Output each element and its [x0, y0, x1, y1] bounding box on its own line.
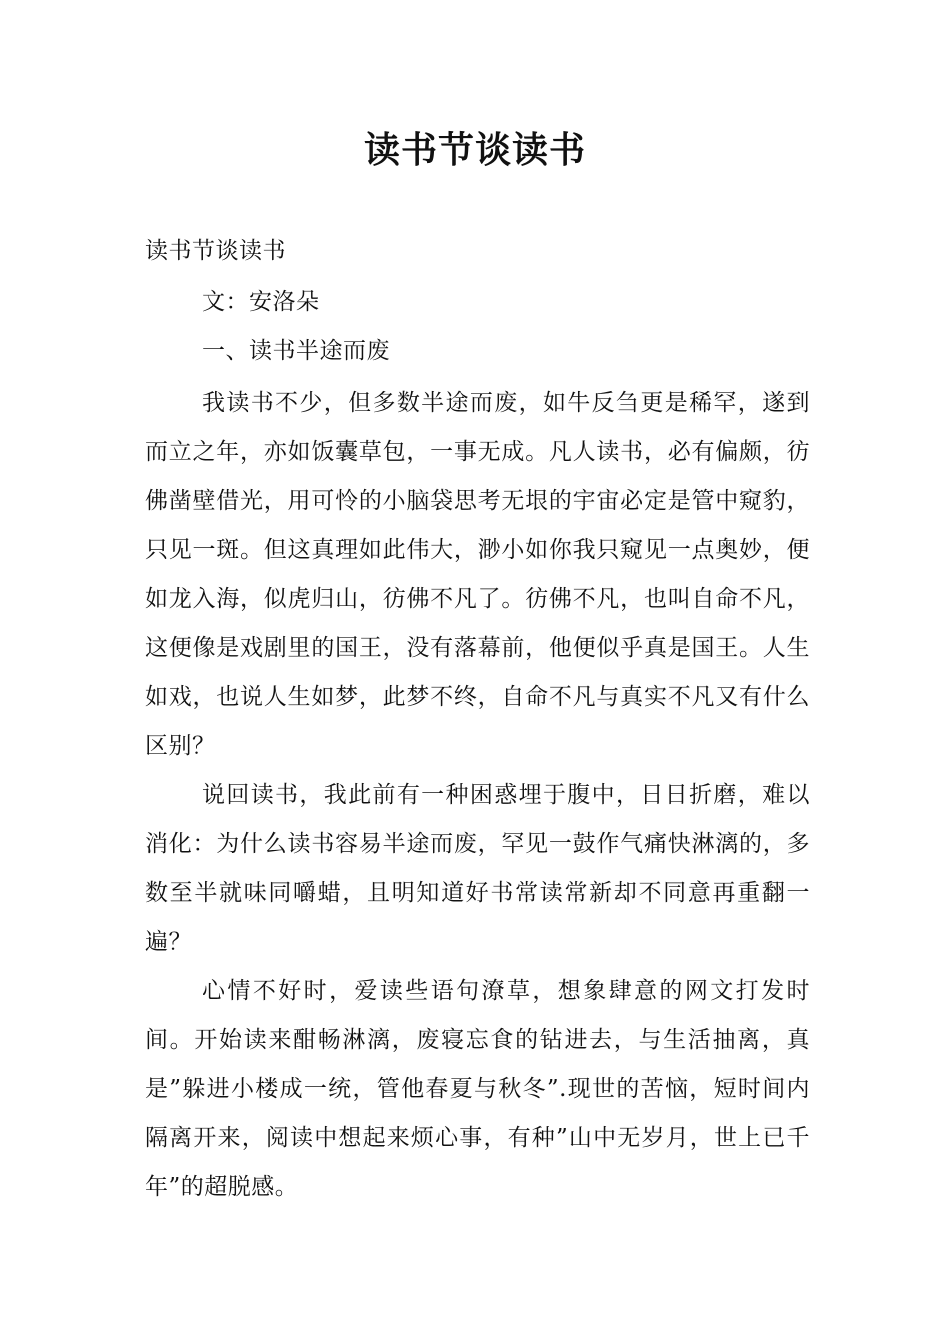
- document-body: [145, 227, 810, 1212]
- paragraph: 心情不好时，爱读些语句潦草，想象肆意的网文打发时间。开始读来酣畅淋漓，废寝忘食的钻进去，与生活抽离，真是”躲进小楼成一统，管他春夏与秋冬”.现世的苦恼，短时间内隔离开来，阅读中想起来烦心事，有种”山中无岁月，世上已千年”的超脱感。: [145, 978, 810, 1200]
- author-line: 文：安洛朵: [202, 289, 320, 315]
- document-title: 读书节谈读书: [363, 130, 586, 171]
- paragraph: 我读书不少，但多数半途而废，如牛反刍更是稀罕，遂到而立之年，亦如饭囊草包，一事无成。凡人读书，必有偏颇，彷佛凿壁借光，用可怜的小脑袋思考无垠的宇宙必定是管中窥豹，只见一斑。但这真理如此伟大，渺小如你我只窥见一点奥妙，便如龙入海，似虎归山，彷佛不凡了。彷佛不凡，也叫自命不凡，这便像是戏剧里的国王，没有落幕前，他便似乎真是国王。人生如戏，也说人生如梦，此梦不终，自命不凡与真实不凡又有什么区别？: [145, 390, 810, 759]
- paragraph: 说回读书，我此前有一种困惑埋于腹中，日日折磨，难以消化：为什么读书容易半途而废，罕见一鼓作气痛快淋漓的，多数至半就味同嚼蜡，且明知道好书常读常新却不同意再重翻一遍？: [145, 782, 810, 955]
- subtitle-line: 读书节谈读书: [145, 238, 286, 264]
- section-heading: 一、读书半途而废: [202, 338, 390, 364]
